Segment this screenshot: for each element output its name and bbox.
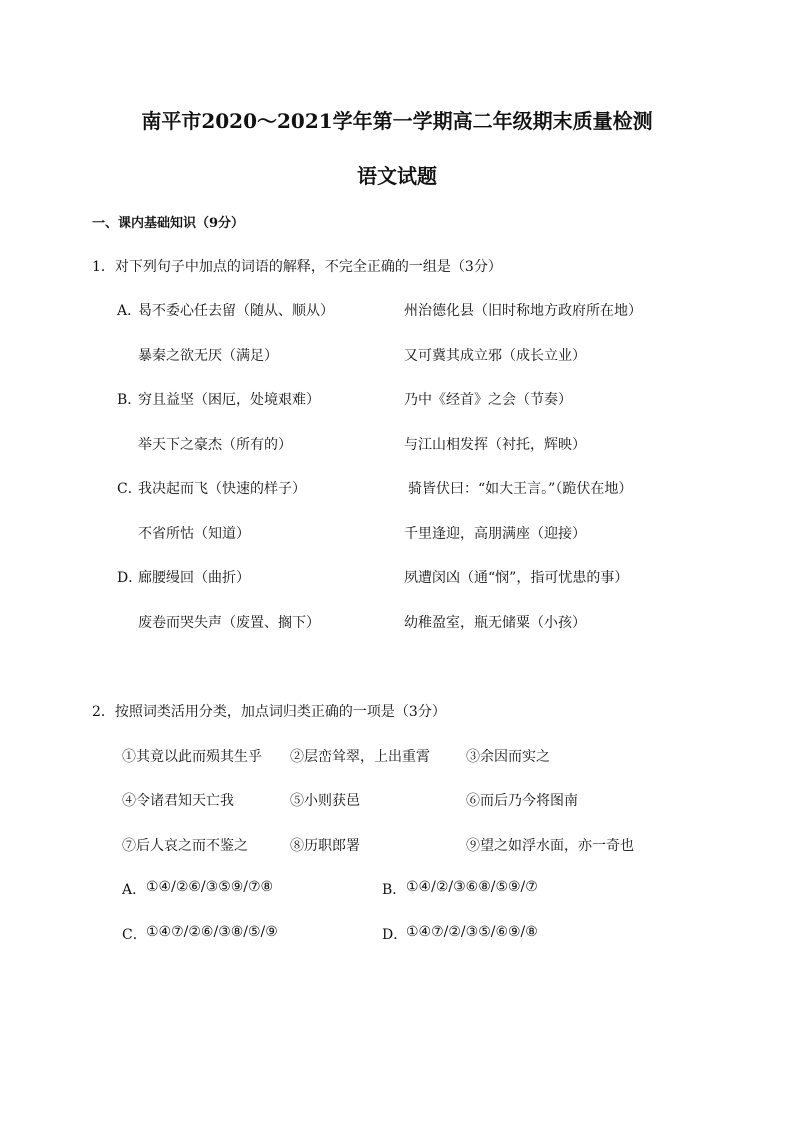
section-heading: 一、课内基础知识（9分）	[92, 216, 245, 231]
q2-answer-c-text: ①④⑦/②⑥/③⑧/⑤/⑨	[146, 924, 278, 940]
page-title: 南平市2020～2021学年第一学期高二年级期末质量检测	[141, 109, 653, 133]
q1-option-d-right1: 夙遭闵凶（通“悯”，指可忧患的事）	[404, 570, 629, 586]
q2-answer-d-text: ①④⑦/②/③⑤/⑥⑨/⑧	[406, 924, 538, 940]
q2-answer-a-text: ①④/②⑥/③⑤⑨/⑦⑧	[146, 879, 274, 895]
q2-answer-c-label: C．	[122, 927, 147, 943]
q2-answer-b-text: ①④/②/③⑥⑧/⑤⑨/⑦	[406, 879, 538, 895]
q2-item: ⑦后人哀之而不鉴之	[122, 838, 248, 854]
q1-option-c-right1: 骑皆伏曰：“如大王言。”（跪伏在地）	[408, 481, 633, 497]
q1-option-c-label: C．	[117, 481, 142, 497]
q1-option-c-right2: 千里逢迎，高朋满座（迎接）	[404, 526, 586, 542]
q2-item: ⑤小则获邑	[290, 793, 360, 809]
q1-option-a-label: A．	[117, 303, 142, 319]
q2-item: ⑧历职郎署	[290, 838, 360, 854]
q2-answer-b-label: B．	[382, 882, 407, 898]
q2-answer-d-label: D．	[382, 927, 408, 943]
q1-option-b-left1: 穷且益坚（困厄，处境艰难）	[138, 392, 320, 408]
q1-option-a-left1: 曷不委心任去留（随从、顺从）	[138, 303, 334, 319]
page-subtitle: 语文试题	[357, 164, 437, 188]
q2-item: ④令诸君知天亡我	[122, 793, 234, 809]
q2-answer-a-label: A．	[122, 882, 147, 898]
q1-option-d-label: D．	[117, 570, 143, 586]
q1-option-d-left2: 废卷而哭失声（废置、搁下）	[138, 615, 320, 631]
q2-item: ①其竟以此而殒其生乎	[122, 749, 262, 765]
q2-item: ②层峦耸翠，上出重霄	[290, 749, 430, 765]
q1-option-b-left2: 举天下之豪杰（所有的）	[138, 437, 292, 453]
q1-option-c-left2: 不省所怙（知道）	[138, 526, 250, 542]
q1-option-b-right2: 与江山相发挥（衬托，辉映）	[404, 437, 586, 453]
q2-item: ⑥而后乃今将图南	[466, 793, 578, 809]
question-1-stem: 1．对下列句子中加点的词语的解释，不完全正确的一组是（3分）	[92, 259, 502, 275]
q1-option-a-left2: 暴秦之欲无厌（满足）	[138, 348, 278, 364]
q1-option-b-right1: 乃中《经首》之会（节奏）	[404, 392, 572, 408]
q1-option-c-left1: 我决起而飞（快速的样子）	[138, 481, 306, 497]
q2-item: ③余因而实之	[466, 749, 550, 765]
q1-option-b-label: B．	[117, 392, 142, 408]
q2-item: ⑨望之如浮水面，亦一奇也	[466, 838, 634, 854]
q1-option-a-right1: 州治德化县（旧时称地方政府所在地）	[404, 303, 642, 319]
question-2-stem: 2．按照词类活用分类，加点词归类正确的一项是（3分）	[92, 704, 446, 720]
q1-option-d-left1: 廊腰缦回（曲折）	[138, 570, 250, 586]
q1-option-a-right2: 又可冀其成立邪（成长立业）	[404, 348, 586, 364]
q1-option-d-right2: 幼稚盈室，瓶无储粟（小孩）	[404, 615, 586, 631]
